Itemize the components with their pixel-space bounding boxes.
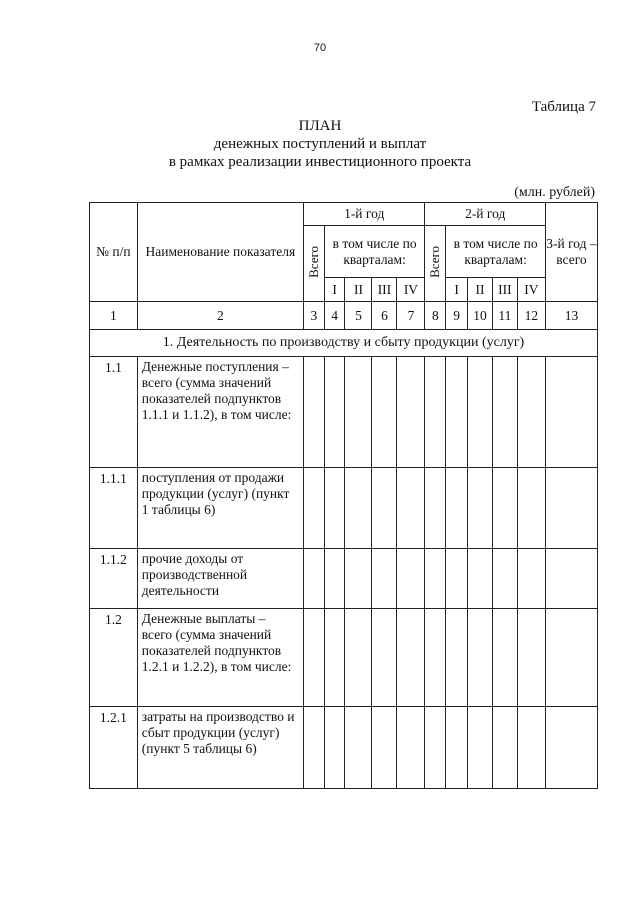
header-total-y1 xyxy=(303,226,324,302)
data-cell xyxy=(324,549,345,609)
row-name: Денежные выплаты – всего (сумма значений показателей подпунктов 1.2.1 и 1.2.2), в том числе: xyxy=(137,609,303,707)
header-by-quarter-y1: в том числе по кварталам: xyxy=(324,226,425,278)
data-cell xyxy=(303,609,324,707)
col-num-5: 5 xyxy=(345,302,372,330)
table-label: Таблица 7 xyxy=(531,99,596,115)
data-cell xyxy=(372,707,397,789)
title-line-1: ПЛАН xyxy=(298,118,342,134)
data-cell xyxy=(492,549,517,609)
data-cell xyxy=(303,707,324,789)
header-row-1 xyxy=(90,203,598,226)
row-num: 1.1.2 xyxy=(90,549,138,609)
data-cell xyxy=(397,549,425,609)
data-cell xyxy=(345,609,372,707)
data-cell xyxy=(303,549,324,609)
data-cell xyxy=(545,609,597,707)
col-num-4: 4 xyxy=(324,302,345,330)
row-num: 1.1.1 xyxy=(90,468,138,549)
row-name: Денежные поступления – всего (сумма значений показателей подпунктов 1.1.1 и 1.1.2), в том числе: xyxy=(137,357,303,468)
section-row xyxy=(90,330,598,357)
table-row xyxy=(90,468,598,549)
col-num-2: 2 xyxy=(137,302,303,330)
table-row xyxy=(90,707,598,789)
data-cell xyxy=(468,707,493,789)
units-label: (млн. рублей) xyxy=(514,185,595,200)
header-year-2: 2-й год xyxy=(425,203,545,226)
quarter-y1-4: IV xyxy=(397,278,425,302)
quarter-y2-2: II xyxy=(468,278,493,302)
data-cell xyxy=(468,609,493,707)
data-cell xyxy=(517,357,545,468)
col-num-10: 10 xyxy=(468,302,493,330)
data-cell xyxy=(468,549,493,609)
header-num: № п/п xyxy=(90,203,138,302)
quarter-y2-3: III xyxy=(492,278,517,302)
data-cell xyxy=(492,707,517,789)
header-total-y2-text: Всего xyxy=(427,245,443,278)
data-cell xyxy=(372,468,397,549)
header-total-y2 xyxy=(425,226,446,302)
cash-flow-plan-table xyxy=(89,202,598,789)
col-num-7: 7 xyxy=(397,302,425,330)
header-year-1: 1-й год xyxy=(303,203,425,226)
data-cell xyxy=(517,609,545,707)
data-cell xyxy=(303,357,324,468)
data-cell xyxy=(446,468,468,549)
document-title xyxy=(0,117,640,171)
data-cell xyxy=(468,468,493,549)
data-cell xyxy=(446,609,468,707)
data-cell xyxy=(492,609,517,707)
header-year-3: 3-й год – всего xyxy=(545,203,597,302)
data-cell xyxy=(345,357,372,468)
quarter-y2-4: IV xyxy=(517,278,545,302)
data-cell xyxy=(517,707,545,789)
page-number: 70 xyxy=(313,42,327,54)
data-cell xyxy=(545,357,597,468)
data-cell xyxy=(468,357,493,468)
data-cell xyxy=(446,357,468,468)
quarter-y1-2: II xyxy=(345,278,372,302)
row-name: затраты на производство и сбыт продукции (услуг) (пункт 5 таблицы 6) xyxy=(137,707,303,789)
data-cell xyxy=(425,468,446,549)
data-cell xyxy=(345,468,372,549)
col-num-3: 3 xyxy=(303,302,324,330)
data-cell xyxy=(397,357,425,468)
quarter-y1-1: I xyxy=(324,278,345,302)
data-cell xyxy=(517,468,545,549)
data-cell xyxy=(425,707,446,789)
header-name: Наименование показателя xyxy=(137,203,303,302)
data-cell xyxy=(303,468,324,549)
title-line-3: в рамках реализации инвестиционного проекта xyxy=(168,154,472,170)
data-cell xyxy=(446,707,468,789)
data-cell xyxy=(545,549,597,609)
header-by-quarter-y2: в том числе по кварталам: xyxy=(446,226,546,278)
title-line-2: денежных поступлений и выплат xyxy=(213,136,427,152)
col-num-1: 1 xyxy=(90,302,138,330)
table-row xyxy=(90,609,598,707)
data-cell xyxy=(372,357,397,468)
section-title: 1. Деятельность по производству и сбыту продукции (услуг) xyxy=(90,330,598,357)
col-num-9: 9 xyxy=(446,302,468,330)
row-name: поступления от продажи продукции (услуг) (пункт 1 таблицы 6) xyxy=(137,468,303,549)
table-row xyxy=(90,549,598,609)
data-cell xyxy=(517,549,545,609)
data-cell xyxy=(446,549,468,609)
data-cell xyxy=(324,707,345,789)
row-num: 1.2 xyxy=(90,609,138,707)
col-num-11: 11 xyxy=(492,302,517,330)
data-cell xyxy=(372,549,397,609)
data-cell xyxy=(372,609,397,707)
col-num-12: 12 xyxy=(517,302,545,330)
col-num-6: 6 xyxy=(372,302,397,330)
data-cell xyxy=(397,609,425,707)
header-total-y1-text: Всего xyxy=(305,245,321,278)
data-cell xyxy=(345,549,372,609)
table-row xyxy=(90,357,598,468)
data-cell xyxy=(425,549,446,609)
quarter-y2-1: I xyxy=(446,278,468,302)
data-cell xyxy=(492,468,517,549)
col-num-13: 13 xyxy=(545,302,597,330)
data-cell xyxy=(324,468,345,549)
data-cell xyxy=(397,707,425,789)
row-num: 1.1 xyxy=(90,357,138,468)
row-name: прочие доходы от производственной деятельности xyxy=(137,549,303,609)
data-cell xyxy=(397,468,425,549)
quarter-y1-3: III xyxy=(372,278,397,302)
col-num-8: 8 xyxy=(425,302,446,330)
data-cell xyxy=(324,609,345,707)
row-num: 1.2.1 xyxy=(90,707,138,789)
column-number-row xyxy=(90,302,598,330)
data-cell xyxy=(545,707,597,789)
data-cell xyxy=(425,357,446,468)
data-cell xyxy=(425,609,446,707)
data-cell xyxy=(324,357,345,468)
data-cell xyxy=(345,707,372,789)
data-cell xyxy=(545,468,597,549)
data-cell xyxy=(492,357,517,468)
